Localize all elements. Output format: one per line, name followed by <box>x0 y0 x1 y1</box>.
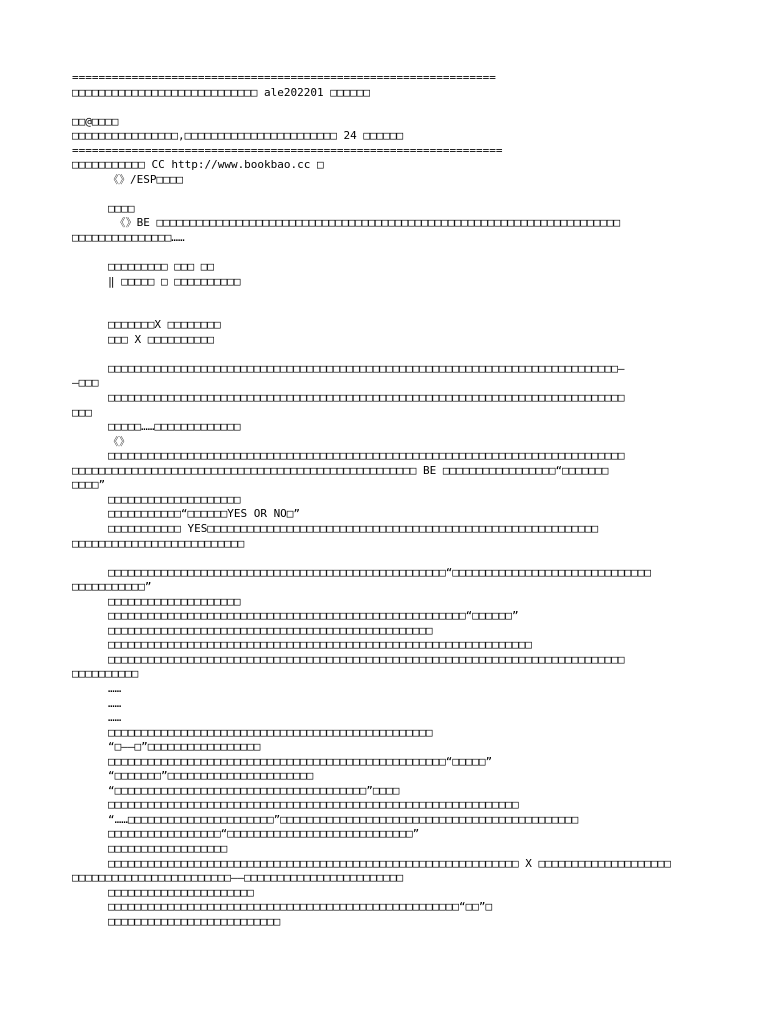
text-line: □□□□□□□□□□□” <box>72 580 152 594</box>
text-line: 《》BE □□□□□□□□□□□□□□□□□□□□□□□□□□□□□□□□□□□□□□□□□□□□□□□□□□□□□□□□□□□□□□□□□□□□□□ <box>108 216 621 230</box>
text-line: ================================================================ <box>72 71 496 84</box>
text-line: □□□□□□□□□□□□□□□□□□□□ <box>108 492 241 506</box>
text-line: □□□□□□□□□□□□□□□□□□□□□□□□□□□□□□□□□□□□□□□□□□□□□□□□□□□□□□□□□□□□□□□□□□□□□□□□□□□□□□ <box>108 391 625 405</box>
text-line: □□□□□□□□□□□□□□□□□□□□ <box>108 594 241 608</box>
text-line: “□□□□□□□□□□□□□□□□□□□□□□□□□□□□□□□□□□□□□□”□□□□ <box>108 783 400 797</box>
text-line: □□□□□□□□□□□□□□□□□□□□□□□□□□ <box>72 536 245 550</box>
text-line: □□□□□……□□□□□□□□□□□□□ <box>108 420 241 434</box>
text-line: □□□□□□□□□□□□□□□□□□□□□□□□□□□□□□□□□□□□□□□□□□□□□□□□□ <box>108 623 433 637</box>
text-line: □□□□□□□□□□□□□□□□□□□□□□□□□□□□□□□□□□□□□□□□□□□□□□□□□□□□□□□□□□□□□□ <box>108 798 519 812</box>
text-line: “□□□□□□□”□□□□□□□□□□□□□□□□□□□□□□ <box>108 769 314 783</box>
text-line: □□□□” <box>72 478 106 492</box>
text-line: …… <box>108 681 122 695</box>
text-line: □□□□□□□□□□□□□□□□□□□□□□□□□□□□□□□□□□□□□□□□□□□□□□□□□ <box>108 725 433 739</box>
blank-line <box>72 100 696 115</box>
text-line: □□@□□□□ <box>72 114 119 128</box>
text-line: …… <box>108 711 122 725</box>
blank-line <box>72 304 696 319</box>
blank-line <box>72 289 696 304</box>
blank-line <box>72 347 696 362</box>
text-line: □□□ <box>72 405 92 419</box>
text-line: □□□□□□□□□□ <box>72 667 139 681</box>
text-line: □□□□□□□□□□□□□□□□□□□□□□□□□□□□□□□□□□□□□□□□□□□□□□□□□□□□□□“□□□□□□” <box>108 609 519 623</box>
text-line: “……□□□□□□□□□□□□□□□□□□□□□□”□□□□□□□□□□□□□□□□□□□□□□□□□□□□□□□□□□□□□□□□□□□□□ <box>108 812 579 826</box>
text-line: □□□□□□□□□□□□□□□□□□□□□□□□□□□□ ale202201 □□□□□□ <box>72 85 371 99</box>
text-line: □□□□□□□□□□□□□□□□□□□□□□□□□□□□□□□□□□□□□□□□□□□□□□□□□□□□□□□□□□□□□□□□□□□□□□□□□□□□□□ <box>108 652 625 666</box>
text-line: “□——□”□□□□□□□□□□□□□□□□□ <box>108 740 261 754</box>
text-line: □□□□ <box>108 201 135 215</box>
text-line: □□□□□□□□□□□□□□□□□□□□□□□□□□□□□□□□□□□□□□□□□□□□□□□□□□□□□“□□”□ <box>108 900 493 914</box>
text-line: □□□□□□□□□□□ CC http://www.bookbao.cc □ <box>72 158 324 172</box>
text-line: □□□□□□□X □□□□□□□□ <box>108 318 221 332</box>
text-line: □□□ X □□□□□□□□□□ <box>108 332 214 346</box>
text-line: □□□□□□□□□□□□□□□…… <box>72 231 185 245</box>
text-line: □□□□□□□□□□□□□□□□□□□□□□□□□□□□□□□□□□□□□□□□□□□□□□□□□□□“□□□□□” <box>108 754 493 768</box>
text-line: □□□□□□□□□□□□□□□□,□□□□□□□□□□□□□□□□□□□□□□□ 24 □□□□□□ <box>72 129 404 143</box>
text-line: □□□□□□□□□□□“□□□□□□YES OR NO□” <box>108 507 301 521</box>
text-line: □□□□□□□□□□□□□□□□□□□□□□□□□□□□□□□□□□□□□□□□□□□□□□□□□□□□□□□□□□□□□□ X □□□□□□□□□□□□□□□□□□□□ <box>108 856 671 870</box>
blank-line <box>72 187 696 202</box>
text-line: □□□□□□□□□□□□□□□□□“□□□□□□□□□□□□□□□□□□□□□□□□□□□□” <box>108 827 420 841</box>
text-line: 《》 <box>108 434 130 448</box>
text-line: ‖ □□□□□ □ □□□□□□□□□□ <box>108 274 241 288</box>
text-line: □□□□□□□□□□□□□□□□□□□□□□□□——□□□□□□□□□□□□□□□□□□□□□□□□ <box>72 871 404 885</box>
text-line: □□□□□□□□□□□ YES□□□□□□□□□□□□□□□□□□□□□□□□□□□□□□□□□□□□□□□□□□□□□□□□□□□□□□□□□□□ <box>108 521 599 535</box>
text-line: …… <box>108 696 122 710</box>
text-line: ================================================================= <box>72 143 503 157</box>
text-line: □□□□□□□□□□□□□□□□□□□□□□□□□□ <box>108 914 281 928</box>
text-line: □□□□□□□□□□□□□□□□□□□□□□□□□□□□□□□□□□□□□□□□□□□□□□□□□□□□□□□□□□□□□□□□□□□□□□□□□□□□□□ <box>108 449 625 463</box>
text-line: □□□□□□□□□ □□□ □□ <box>108 260 214 274</box>
text-line: —□□□ <box>72 376 99 390</box>
text-line: □□□□□□□□□□□□□□□□□□□□□□□□□□□□□□□□□□□□□□□□□□□□□□□□□□□□□□□□□□□□□□□□□□□□□□□□□□□□□— <box>108 361 625 375</box>
text-line: □□□□□□□□□□□□□□□□□□□□□□ <box>108 885 254 899</box>
text-line: 《》/ESP□□□□ <box>108 172 183 186</box>
document-body <box>72 71 696 929</box>
text-line: □□□□□□□□□□□□□□□□□□ <box>108 841 228 855</box>
text-line: □□□□□□□□□□□□□□□□□□□□□□□□□□□□□□□□□□□□□□□□□□□□□□□□□□□“□□□□□□□□□□□□□□□□□□□□□□□□□□□□□□ <box>108 565 652 579</box>
text-line: □□□□□□□□□□□□□□□□□□□□□□□□□□□□□□□□□□□□□□□□□□□□□□□□□□□□□□□□□□□□□□□□ <box>108 638 532 652</box>
text-line: □□□□□□□□□□□□□□□□□□□□□□□□□□□□□□□□□□□□□□□□□□□□□□□□□□□□ BE □□□□□□□□□□□□□□□□□“□□□□□□□ <box>72 463 609 477</box>
blank-line <box>72 246 696 261</box>
blank-line <box>72 551 696 566</box>
